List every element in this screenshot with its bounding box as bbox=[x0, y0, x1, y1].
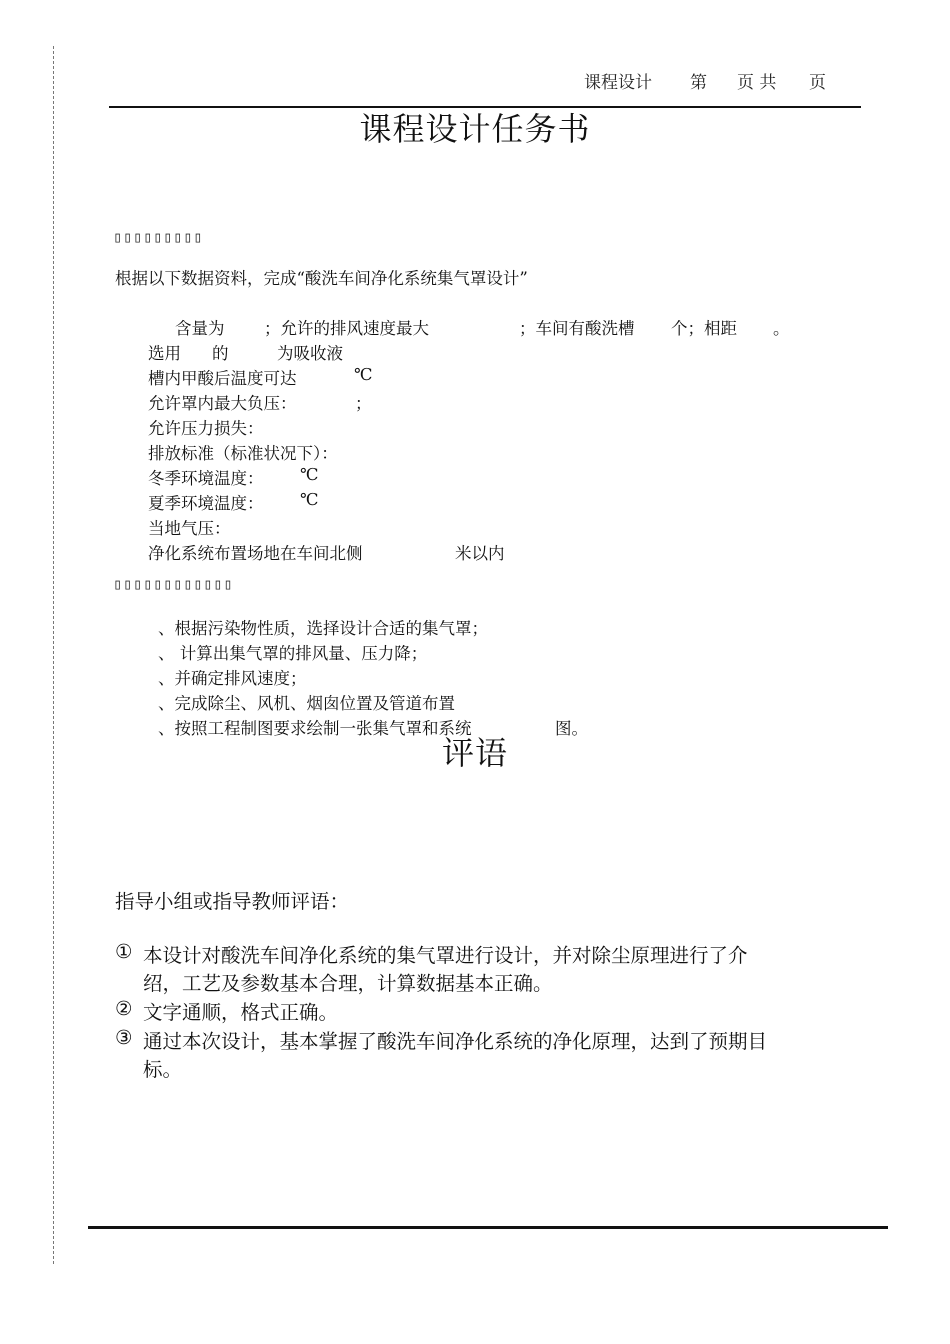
param-row-10 bbox=[0, 540, 950, 564]
param-row-3 bbox=[0, 365, 950, 389]
review-title: 评语 bbox=[441, 734, 508, 772]
section-heading-design-tasks: ▯▯▯▯▯▯▯▯▯▯▯▯ bbox=[113, 575, 234, 593]
param-row-9: 当地气压： bbox=[148, 519, 231, 538]
param-7-b: ℃ bbox=[300, 465, 319, 484]
task-5-a: 、按照工程制图要求绘制一张集气罩和系统 bbox=[158, 719, 472, 738]
param-row-5: 允许压力损失： bbox=[148, 419, 264, 438]
task-book-title: 课程设计任务书 bbox=[359, 110, 591, 148]
review-marker-2: ② bbox=[115, 997, 133, 1020]
param-3-a: 槽内甲酸后温度可达 bbox=[148, 369, 297, 388]
task-item-2: 、 计算出集气罩的排风量、压力降； bbox=[158, 644, 428, 663]
param-row-2 bbox=[0, 340, 950, 364]
param-row-7 bbox=[0, 465, 950, 489]
param-1-e: 。 bbox=[773, 319, 790, 338]
param-10-a: 净化系统布置场地在车间北侧 bbox=[148, 544, 363, 563]
param-1-a: 含量为 bbox=[175, 319, 225, 338]
section-heading-design-data: ▯▯▯▯▯▯▯▯▯ bbox=[113, 228, 204, 246]
header-page-suffix: 页 bbox=[809, 73, 826, 93]
review-text-1a: 本设计对酸洗车间净化系统的集气罩进行设计，并对除尘原理进行了介 bbox=[143, 944, 748, 967]
param-1-d: 个；相距 bbox=[671, 319, 737, 338]
review-text-3b: 标。 bbox=[143, 1058, 183, 1081]
param-row-6: 排放标准（标准状况下）： bbox=[148, 444, 338, 463]
param-4-b: ； bbox=[355, 394, 372, 413]
param-3-b: ℃ bbox=[354, 365, 373, 384]
header-page-mid: 页 共 bbox=[737, 73, 777, 93]
param-row-1 bbox=[0, 315, 950, 339]
header-page-prefix: 第 bbox=[690, 73, 707, 93]
task-item-4: 、完成除尘、风机、烟囱位置及管道布置 bbox=[158, 694, 455, 713]
task-item-3: 、并确定排风速度； bbox=[158, 669, 307, 688]
task-5-b: 图。 bbox=[555, 719, 588, 738]
review-label: 指导小组或指导教师评语： bbox=[115, 890, 350, 913]
param-1-c: ；车间有酸洗槽 bbox=[519, 319, 635, 338]
review-marker-1: ① bbox=[115, 940, 133, 963]
param-8-a: 夏季环境温度： bbox=[148, 494, 264, 513]
param-2-a: 选用 bbox=[148, 344, 181, 363]
footer-rule bbox=[88, 1226, 888, 1229]
param-8-b: ℃ bbox=[300, 490, 319, 509]
param-2-b: 的 bbox=[212, 344, 229, 363]
intro-paragraph: 根据以下数据资料，完成“酸洗车间净化系统集气罩设计” bbox=[115, 269, 528, 288]
param-1-b: ；允许的排风速度最大 bbox=[264, 319, 429, 338]
param-row-4 bbox=[0, 390, 950, 414]
review-marker-3: ③ bbox=[115, 1026, 133, 1049]
task-item-1: 、根据污染物性质，选择设计合适的集气罩； bbox=[158, 619, 488, 638]
param-7-a: 冬季环境温度： bbox=[148, 469, 264, 488]
review-text-1b: 绍，工艺及参数基本合理，计算数据基本正确。 bbox=[143, 972, 553, 995]
param-10-b: 米以内 bbox=[455, 544, 505, 563]
param-2-c: 为吸收液 bbox=[277, 344, 343, 363]
param-4-a: 允许罩内最大负压： bbox=[148, 394, 297, 413]
review-text-2a: 文字通顺，格式正确。 bbox=[143, 1001, 339, 1024]
review-text-3a: 通过本次设计，基本掌握了酸洗车间净化系统的净化原理，达到了预期目 bbox=[143, 1030, 768, 1053]
binding-line bbox=[53, 46, 54, 1264]
header-course-label: 课程设计 bbox=[584, 73, 652, 93]
param-row-8 bbox=[0, 490, 950, 514]
